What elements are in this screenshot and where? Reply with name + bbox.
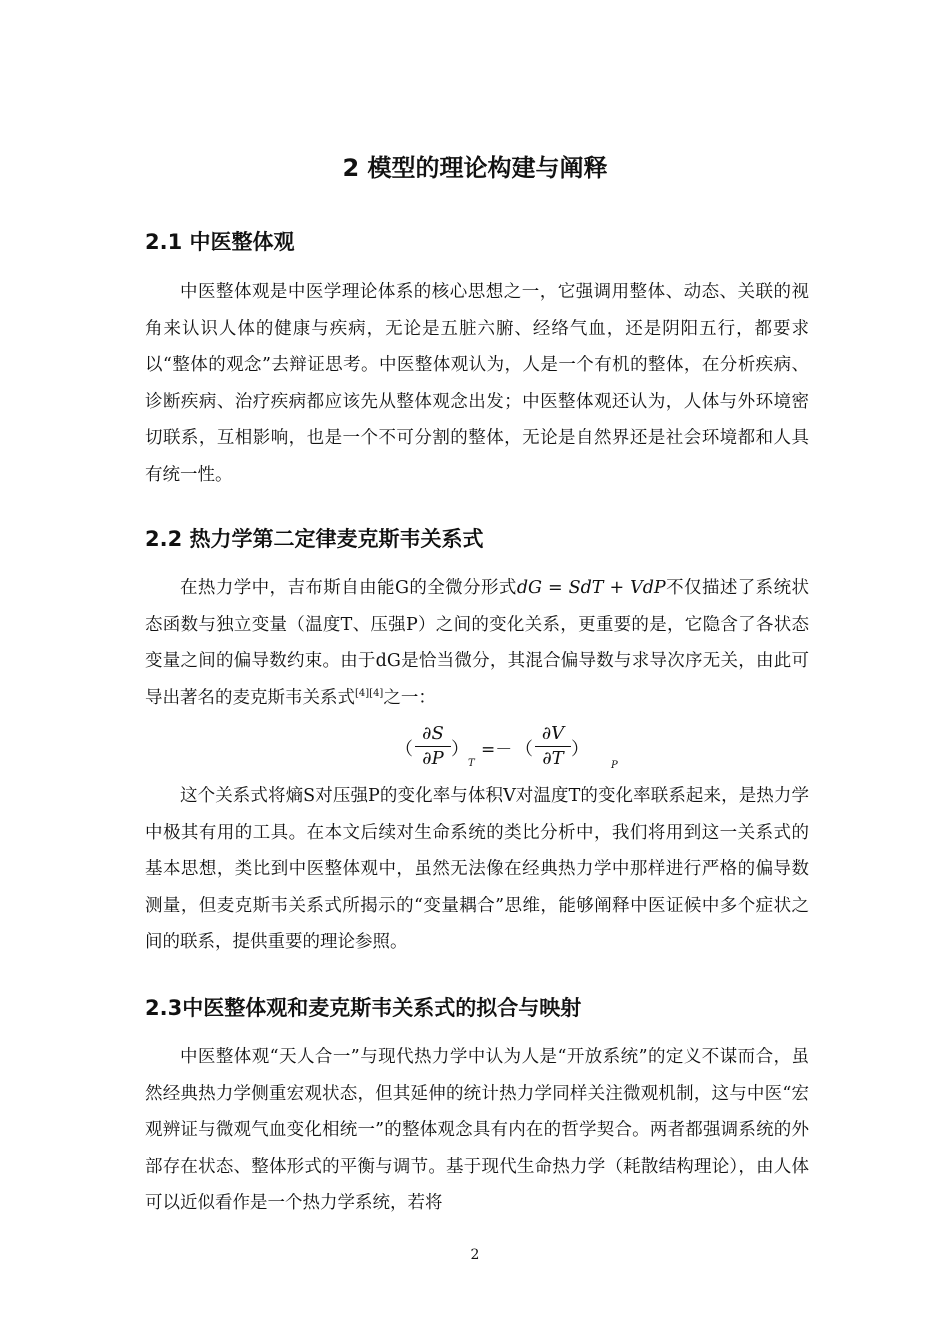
section-heading-2-2: 2.2 热力学第二定律麦克斯韦关系式 bbox=[145, 527, 484, 551]
gibbs-differential-formula: dG = SdT + VdP bbox=[516, 578, 666, 598]
denominator-dP: ∂P bbox=[422, 748, 444, 769]
numerator-dS: ∂S bbox=[422, 723, 444, 744]
paragraph-2-3: 中医整体观“天人合一”与现代热力学中认为人是“开放系统”的定义不谋而合，虽然经典热力学侧重宏观状态，但其延伸的统计热力学同样关注微观机制，这与中医“宏观辨证与微观气血变化相统一”的整体观念具有内在的哲学契合。两者都强调系统的外部存在状态、整体形式的平衡与调节。基于现代生命热力学（耗散结构理论），由人体可以近似看作是一个热力学系统，若将 bbox=[145, 1047, 809, 1214]
open-paren: （ bbox=[395, 739, 413, 760]
open-paren: （ bbox=[515, 739, 533, 760]
paragraph-2-1: 中医整体观是中医学理论体系的核心思想之一，它强调用整体、动态、关联的视角来认识人体的健康与疾病，无论是五脏六腑、经络气血，还是阴阳五行，都要求以“整体的观念”去辩证思考。中医整体观认为，人是一个有机的整体，在分析疾病、诊断疾病、治疗疾病都应该先从整体观念出发；中医整体观还认为，人体与外环境密切联系，互相影响，也是一个不可分割的整体，无论是自然界还是社会环境都和人具有统一性。 bbox=[145, 282, 809, 485]
intro-text-before: 在热力学中，吉布斯自由能G的全微分形式 bbox=[180, 578, 517, 598]
fraction-dS-dP bbox=[413, 722, 453, 771]
equals-minus: =－ bbox=[481, 740, 513, 760]
section-heading-2-1: 2.1 中医整体观 bbox=[145, 230, 295, 254]
numerator-dV: ∂V bbox=[541, 723, 565, 744]
section-heading-2-3: 2.3中医整体观和麦克斯韦关系式的拟合与映射 bbox=[145, 996, 582, 1020]
paragraph-2-2-explanation: 这个关系式将熵S对压强P的变化率与体积V对温度T的变化率联系起来，是热力学中极其有用的工具。在本文后续对生命系统的类比分析中，我们将用到这一关系式的基本思想，类比到中医整体观中，虽然无法像在经典热力学中那样进行严格的偏导数测量，但麦克斯韦关系式所揭示的“变量耦合”思维，能够阐释中医证候中多个症状之间的联系，提供重要的理论参照。 bbox=[145, 786, 809, 953]
maxwell-relation-equation bbox=[395, 722, 635, 774]
fraction-dV-dT bbox=[533, 722, 573, 771]
subscript-T: T bbox=[468, 758, 475, 769]
intro-text-after: 不仅描述了系统状态函数与独立变量（温度T、压强P）之间的变化关系，更重要的是，它隐含了各状态变量之间的偏导数约束。由于dG是恰当微分，其混合偏导数与求导次序无关，由此可导出著名的麦克斯韦关系式 bbox=[145, 578, 809, 708]
chapter-title: 2 模型的理论构建与阐释 bbox=[342, 154, 608, 182]
close-paren: ） bbox=[451, 739, 469, 760]
close-paren: ） bbox=[571, 739, 589, 760]
page-number: 2 bbox=[470, 1247, 480, 1263]
denominator-dT: ∂T bbox=[542, 748, 564, 769]
subscript-P: P bbox=[611, 760, 618, 771]
citation: [4][4] bbox=[355, 687, 384, 699]
paragraph-2-2-intro bbox=[145, 570, 809, 716]
intro-text-end: 之一： bbox=[383, 687, 436, 708]
